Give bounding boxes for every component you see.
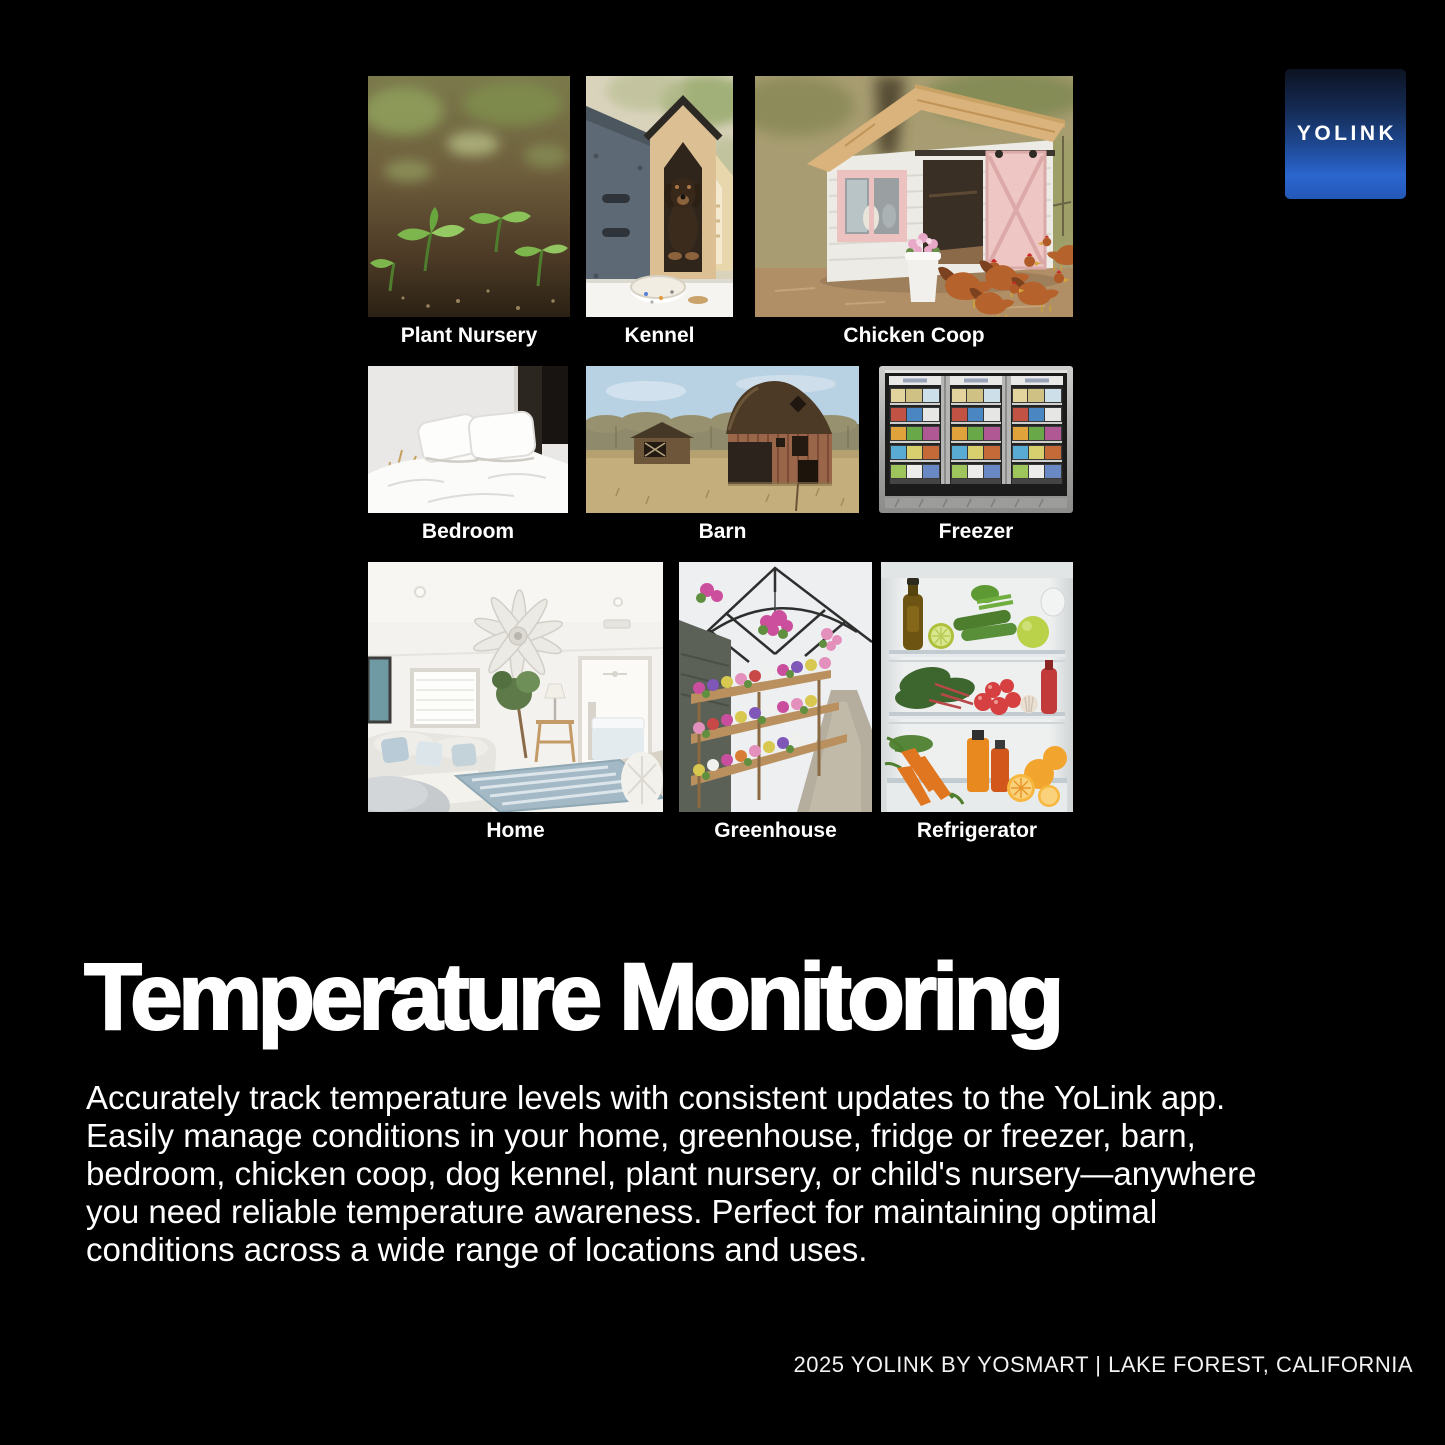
gallery-cell-barn xyxy=(586,366,859,545)
photo-chicken-coop xyxy=(755,76,1073,317)
yolink-logo xyxy=(1285,69,1406,199)
label-barn: Barn xyxy=(698,520,747,543)
headline: Temperature Monitoring xyxy=(84,944,1060,1050)
photo-bedroom xyxy=(368,366,568,513)
label-chicken-coop: Chicken Coop xyxy=(843,324,985,347)
photo-kennel xyxy=(586,76,733,317)
photo-barn xyxy=(586,366,859,513)
yolink-logo-text: YOLINK xyxy=(1296,122,1398,145)
label-home: Home xyxy=(486,819,545,842)
gallery-cell-refrigerator xyxy=(881,562,1073,844)
footer-credit: 2025 YOLINK BY YOSMART | LAKE FOREST, CALIFORNIA xyxy=(793,1352,1413,1377)
gallery-cell-greenhouse xyxy=(679,562,872,844)
photo-freezer xyxy=(879,366,1073,513)
photo-greenhouse xyxy=(679,562,872,812)
gallery-cell-home xyxy=(368,562,663,844)
gallery-cell-freezer xyxy=(879,366,1073,545)
label-bedroom: Bedroom xyxy=(421,520,515,543)
label-plant-nursery: Plant Nursery xyxy=(400,324,538,347)
photo-refrigerator xyxy=(881,562,1073,812)
label-greenhouse: Greenhouse xyxy=(714,819,837,842)
gallery-cell-bedroom xyxy=(368,366,568,545)
description: Accurately track temperature levels with consistent updates to the YoLink app. Easily manage conditions in your home, greenhouse, fridge or freezer, barn, bedroom, chicken coop, dog kennel, plant nursery, or child's nursery—anywhere you need reliable temperature awareness. Perfect for maintaining optimal conditions across a wide range of locations and uses. xyxy=(86,1079,1257,1268)
photo-home xyxy=(368,562,663,812)
label-refrigerator: Refrigerator xyxy=(916,819,1038,842)
gallery-cell-chicken-coop xyxy=(755,76,1073,349)
photo-plant-nursery xyxy=(368,76,570,317)
gallery-cell-plant-nursery xyxy=(368,76,570,349)
gallery-cell-kennel xyxy=(586,76,733,349)
label-freezer: Freezer xyxy=(938,520,1014,543)
label-kennel: Kennel xyxy=(624,324,695,347)
